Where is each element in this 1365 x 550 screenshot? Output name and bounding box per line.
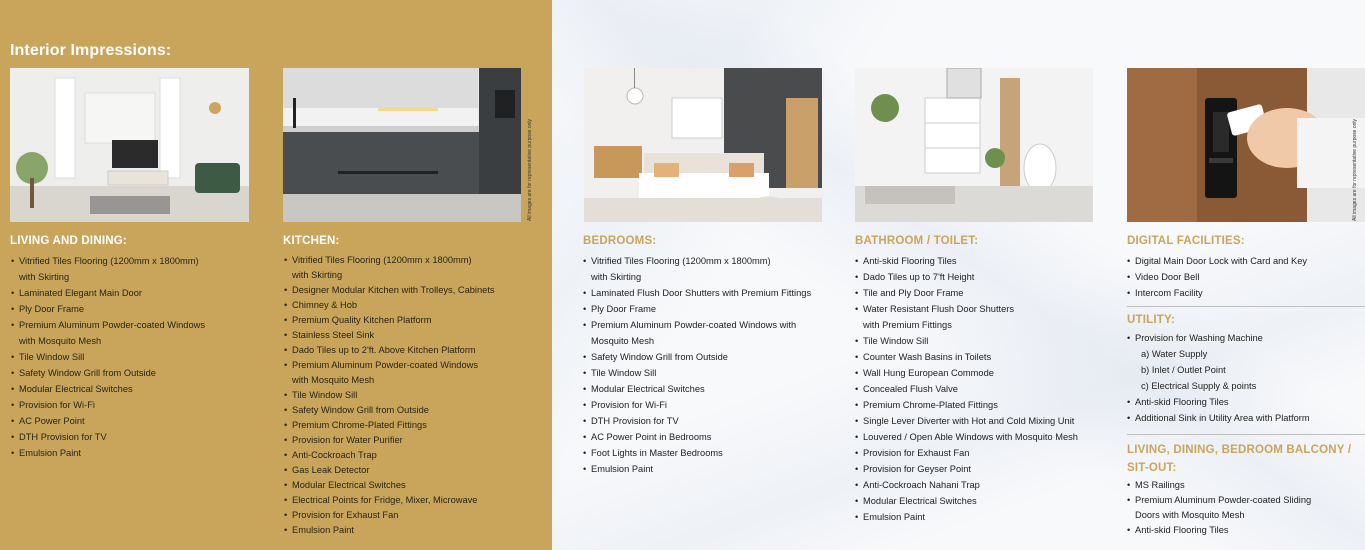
bathroom-list-item (850, 413, 1078, 429)
bedrooms-list-item-text: Emulsion Paint (591, 464, 654, 474)
living-list-item-text: Tile Window Sill (19, 352, 85, 362)
bullet-icon: • (11, 416, 15, 426)
bathroom-list-item-text: Single Lever Diverter with Hot and Cold Mixing Unit (863, 416, 1075, 426)
kitchen-list-item (279, 373, 495, 388)
living-list-item-text: Laminated Elegant Main Door (19, 288, 142, 298)
bedrooms-list-item-text: Mosquito Mesh (591, 336, 655, 346)
divider-digital-utility (1127, 306, 1365, 307)
bathroom-list-item (850, 365, 1078, 381)
living-list-item (6, 317, 205, 333)
bathroom-list-item-text: Anti-Cockroach Nahani Trap (863, 480, 980, 490)
bullet-icon: • (1127, 525, 1131, 535)
bullet-icon: • (11, 384, 15, 394)
living-list-item (6, 381, 205, 397)
bullet-icon: • (1127, 480, 1131, 490)
bullet-icon: • (11, 288, 15, 298)
living-list-item (6, 413, 205, 429)
bullet-icon: • (284, 480, 288, 490)
utility-title: UTILITY: (1127, 314, 1176, 326)
bullet-icon: • (284, 525, 288, 535)
bullet-icon: • (583, 464, 587, 474)
living-list-item-text: Vitrified Tiles Flooring (1200mm x 1800mm) (19, 256, 199, 266)
bedrooms-list-item-text: with Skirting (591, 272, 642, 282)
bedrooms-list-item-text: Safety Window Grill from Outside (591, 352, 728, 362)
bullet-icon: • (855, 304, 859, 314)
balcony-list-item-text: Premium Aluminum Powder-coated Sliding (1135, 495, 1312, 505)
bullet-icon: • (855, 400, 859, 410)
balcony-title-line-1: LIVING, DINING, BEDROOM BALCONY / (1127, 444, 1352, 456)
kitchen-list (279, 253, 495, 538)
digital-list-item (1122, 285, 1307, 301)
kitchen-list-item-text: Vitrified Tiles Flooring (1200mm x 1800mm) (292, 255, 472, 265)
utility-list-item-text: b) Inlet / Outlet Point (1141, 365, 1226, 375)
bathroom-photo (855, 68, 1093, 222)
kitchen-list-item-text: Safety Window Grill from Outside (292, 405, 429, 415)
bullet-icon: • (284, 420, 288, 430)
utility-list-item-text: c) Electrical Supply & points (1141, 381, 1257, 391)
bullet-icon: • (855, 272, 859, 282)
balcony-list-item (1122, 478, 1311, 493)
bathroom-list-item-text: Emulsion Paint (863, 512, 926, 522)
bedrooms-list-item-text: Foot Lights in Master Bedrooms (591, 448, 723, 458)
kitchen-title: KITCHEN: (283, 235, 340, 247)
bathroom-list-item-text: Modular Electrical Switches (863, 496, 977, 506)
page-title: Interior Impressions: (10, 42, 172, 59)
bathroom-title: BATHROOM / TOILET: (855, 235, 979, 247)
kitchen-list-item (279, 313, 495, 328)
bathroom-list-item (850, 349, 1078, 365)
bullet-icon: • (284, 360, 288, 370)
kitchen-list-item-text: Electrical Points for Fridge, Mixer, Microwave (292, 495, 478, 505)
utility-list-item-text: Additional Sink in Utility Area with Platform (1135, 413, 1310, 423)
bathroom-list-item (850, 317, 1078, 333)
living-list-item-text: Ply Door Frame (19, 304, 85, 314)
living-room-photo (10, 68, 249, 222)
bullet-icon: • (583, 432, 587, 442)
living-list-item-text: AC Power Point (19, 416, 85, 426)
bullet-icon: • (583, 320, 587, 330)
living-dining-list (6, 253, 205, 461)
bullet-icon: • (284, 450, 288, 460)
living-list-item (6, 445, 205, 461)
bullet-icon: • (855, 256, 859, 266)
bathroom-list-item (850, 477, 1078, 493)
bullet-icon: • (284, 315, 288, 325)
balcony-list-item (1122, 523, 1311, 538)
bullet-icon: • (583, 384, 587, 394)
kitchen-list-item (279, 523, 495, 538)
bullet-icon: • (11, 432, 15, 442)
bullet-icon: • (583, 368, 587, 378)
kitchen-list-item (279, 283, 495, 298)
living-list-item-text: Provision for Wi-Fi (19, 400, 95, 410)
kitchen-list-item (279, 298, 495, 313)
utility-list-item (1122, 410, 1310, 426)
bathroom-list-item-text: Premium Chrome-Plated Fittings (863, 400, 998, 410)
kitchen-list-item (279, 403, 495, 418)
bullet-icon: • (1127, 495, 1131, 505)
utility-list-item-text: Provision for Washing Machine (1135, 333, 1263, 343)
bedrooms-list-item (578, 381, 811, 397)
utility-list-item-text: a) Water Supply (1141, 349, 1208, 359)
kitchen-photo (283, 68, 521, 222)
bathroom-list-item-text: Provision for Geyser Point (863, 464, 971, 474)
bathroom-list-item-text: with Premium Fittings (863, 320, 952, 330)
kitchen-list-item-text: Premium Chrome-Plated Fittings (292, 420, 427, 430)
bullet-icon: • (1127, 413, 1131, 423)
utility-list-item (1122, 330, 1310, 346)
bullet-icon: • (583, 352, 587, 362)
kitchen-list-item (279, 478, 495, 493)
bathroom-list-item-text: Provision for Exhaust Fan (863, 448, 970, 458)
bedrooms-list-item (578, 333, 811, 349)
bullet-icon: • (1127, 397, 1131, 407)
kitchen-list-item-text: Provision for Exhaust Fan (292, 510, 399, 520)
utility-list-item (1122, 378, 1310, 394)
bullet-icon: • (11, 304, 15, 314)
bullet-icon: • (855, 416, 859, 426)
bullet-icon: • (855, 448, 859, 458)
bullet-icon: • (583, 400, 587, 410)
balcony-list-item-text: Doors with Mosquito Mesh (1135, 510, 1245, 520)
living-list-item-text: Premium Aluminum Powder-coated Windows (19, 320, 206, 330)
bedrooms-list-item (578, 397, 811, 413)
bathroom-list-item (850, 429, 1078, 445)
digital-facilities-list (1122, 253, 1307, 301)
bedrooms-title: BEDROOMS: (583, 235, 657, 247)
bedrooms-list-item-text: Vitrified Tiles Flooring (1200mm x 1800mm) (591, 256, 771, 266)
kitchen-list-item (279, 358, 495, 373)
bullet-icon: • (583, 288, 587, 298)
bedrooms-list-item-text: Premium Aluminum Powder-coated Windows with (591, 320, 797, 330)
bathroom-list-item (850, 301, 1078, 317)
kitchen-list-item (279, 268, 495, 283)
digital-list-item-text: Video Door Bell (1135, 272, 1200, 282)
kitchen-list-item-text: Provision for Water Purifier (292, 435, 403, 445)
bullet-icon: • (284, 465, 288, 475)
balcony-list-item (1122, 508, 1311, 523)
bedrooms-list-item-text: Modular Electrical Switches (591, 384, 705, 394)
digital-list-item (1122, 269, 1307, 285)
kitchen-list-item-text: Emulsion Paint (292, 525, 355, 535)
kitchen-list-item (279, 343, 495, 358)
living-list-item-text: Safety Window Grill from Outside (19, 368, 156, 378)
utility-list-item-text: Anti-skid Flooring Tiles (1135, 397, 1229, 407)
balcony-list-item (1122, 493, 1311, 508)
utility-list-item (1122, 394, 1310, 410)
kitchen-list-item (279, 493, 495, 508)
digital-list-item (1122, 253, 1307, 269)
bathroom-list-item-text: Louvered / Open Able Windows with Mosquito Mesh (863, 432, 1078, 442)
bullet-icon: • (11, 320, 15, 330)
kitchen-list-item (279, 388, 495, 403)
bathroom-list-item (850, 381, 1078, 397)
bathroom-list-item-text: Counter Wash Basins in Toilets (863, 352, 992, 362)
living-list-item (6, 285, 205, 301)
living-list-item (6, 365, 205, 381)
bathroom-list-item (850, 461, 1078, 477)
bathroom-list-item-text: Tile and Ply Door Frame (863, 288, 964, 298)
kitchen-list-item-text: with Mosquito Mesh (292, 375, 375, 385)
bedrooms-list-item (578, 445, 811, 461)
bullet-icon: • (284, 435, 288, 445)
bullet-icon: • (1127, 272, 1131, 282)
bedrooms-list-item-text: Ply Door Frame (591, 304, 657, 314)
kitchen-list-item-text: Gas Leak Detector (292, 465, 370, 475)
bullet-icon: • (583, 256, 587, 266)
kitchen-list-item-text: Stainless Steel Sink (292, 330, 375, 340)
digital-door-lock-photo (1127, 68, 1365, 222)
bullet-icon: • (855, 368, 859, 378)
kitchen-list-item-text: Chimney & Hob (292, 300, 358, 310)
kitchen-list-item-text: Dado Tiles up to 2'ft. Above Kitchen Platform (292, 345, 476, 355)
bullet-icon: • (284, 285, 288, 295)
bullet-icon: • (855, 432, 859, 442)
bathroom-list-item (850, 493, 1078, 509)
bedrooms-list-item-text: AC Power Point in Bedrooms (591, 432, 712, 442)
kitchen-list-item-text: Tile Window Sill (292, 390, 358, 400)
bullet-icon: • (284, 255, 288, 265)
kitchen-list-item-text: Premium Quality Kitchen Platform (292, 315, 432, 325)
bullet-icon: • (855, 496, 859, 506)
bullet-icon: • (855, 480, 859, 490)
bullet-icon: • (855, 464, 859, 474)
bathroom-list-item (850, 333, 1078, 349)
kitchen-list-item (279, 508, 495, 523)
bathroom-list-item-text: Anti-skid Flooring Tiles (863, 256, 957, 266)
bullet-icon: • (855, 384, 859, 394)
bedroom-photo (584, 68, 822, 222)
bedrooms-list-item-text: Laminated Flush Door Shutters with Premium Fittings (591, 288, 812, 298)
bathroom-list-item-text: Dado Tiles up to 7'ft Height (863, 272, 975, 282)
bullet-icon: • (11, 368, 15, 378)
digital-facilities-title: DIGITAL FACILITIES: (1127, 235, 1245, 247)
bullet-icon: • (855, 336, 859, 346)
bedrooms-list (578, 253, 811, 477)
bullet-icon: • (583, 304, 587, 314)
kitchen-list-item (279, 448, 495, 463)
bathroom-list-item-text: Tile Window Sill (863, 336, 929, 346)
bullet-icon: • (284, 405, 288, 415)
bullet-icon: • (583, 448, 587, 458)
utility-list (1122, 330, 1310, 426)
kitchen-list-item-text: Premium Aluminum Powder-coated Windows (292, 360, 479, 370)
bullet-icon: • (284, 495, 288, 505)
bathroom-list-item (850, 269, 1078, 285)
bathroom-list-item (850, 509, 1078, 525)
bullet-icon: • (11, 256, 15, 266)
kitchen-list-item-text: with Skirting (292, 270, 343, 280)
bedrooms-list-item (578, 365, 811, 381)
bedrooms-list-item (578, 253, 811, 269)
balcony-list-item-text: Anti-skid Flooring Tiles (1135, 525, 1229, 535)
bathroom-list-item (850, 253, 1078, 269)
living-list-item-text: DTH Provision for TV (19, 432, 107, 442)
bedrooms-list-item (578, 429, 811, 445)
bullet-icon: • (284, 330, 288, 340)
living-list-item (6, 429, 205, 445)
bullet-icon: • (284, 390, 288, 400)
kitchen-list-item-text: Designer Modular Kitchen with Trolleys, Cabinets (292, 285, 495, 295)
balcony-title-line-2: SIT-OUT: (1127, 462, 1177, 474)
bullet-icon: • (855, 512, 859, 522)
kitchen-list-item (279, 418, 495, 433)
bathroom-list-item (850, 397, 1078, 413)
bathroom-list-item (850, 445, 1078, 461)
bathroom-list (850, 253, 1078, 525)
living-list-item (6, 253, 205, 269)
bedrooms-list-item (578, 413, 811, 429)
digital-list-item-text: Digital Main Door Lock with Card and Key (1135, 256, 1308, 266)
bedrooms-list-item (578, 349, 811, 365)
kitchen-list-item (279, 463, 495, 478)
living-list-item (6, 397, 205, 413)
living-list-item (6, 269, 205, 285)
bullet-icon: • (1127, 333, 1131, 343)
bathroom-list-item-text: Water Resistant Flush Door Shutters (863, 304, 1015, 314)
living-list-item-text: with Mosquito Mesh (19, 336, 102, 346)
living-list-item (6, 349, 205, 365)
living-dining-title: LIVING AND DINING: (10, 235, 127, 247)
bedrooms-list-item-text: DTH Provision for TV (591, 416, 679, 426)
balcony-list (1122, 478, 1311, 538)
bullet-icon: • (1127, 288, 1131, 298)
kitchen-list-item (279, 433, 495, 448)
living-list-item-text: Modular Electrical Switches (19, 384, 133, 394)
bedrooms-list-item (578, 301, 811, 317)
bedrooms-list-item (578, 317, 811, 333)
bullet-icon: • (284, 510, 288, 520)
living-list-item (6, 333, 205, 349)
bedrooms-list-item-text: Provision for Wi-Fi (591, 400, 667, 410)
bullet-icon: • (583, 416, 587, 426)
bullet-icon: • (855, 288, 859, 298)
kitchen-list-item (279, 328, 495, 343)
disclaimer-text-left: All images are for representative purpose only (527, 119, 533, 221)
digital-list-item-text: Intercom Facility (1135, 288, 1203, 298)
bullet-icon: • (284, 345, 288, 355)
bullet-icon: • (284, 300, 288, 310)
bedrooms-list-item (578, 285, 811, 301)
bedrooms-list-item-text: Tile Window Sill (591, 368, 657, 378)
bathroom-list-item-text: Wall Hung European Commode (863, 368, 994, 378)
bullet-icon: • (855, 352, 859, 362)
bullet-icon: • (1127, 256, 1131, 266)
utility-list-item (1122, 346, 1310, 362)
bullet-icon: • (11, 448, 15, 458)
kitchen-list-item (279, 253, 495, 268)
bathroom-list-item-text: Concealed Flush Valve (863, 384, 958, 394)
kitchen-list-item-text: Modular Electrical Switches (292, 480, 406, 490)
bullet-icon: • (11, 352, 15, 362)
bullet-icon: • (11, 400, 15, 410)
utility-list-item (1122, 362, 1310, 378)
kitchen-list-item-text: Anti-Cockroach Trap (292, 450, 377, 460)
bedrooms-list-item (578, 461, 811, 477)
bedrooms-list-item (578, 269, 811, 285)
living-list-item (6, 301, 205, 317)
divider-utility-balcony (1127, 434, 1365, 435)
disclaimer-text-right: All images are for representative purpose only (1352, 119, 1358, 221)
balcony-list-item-text: MS Railings (1135, 480, 1185, 490)
bathroom-list-item (850, 285, 1078, 301)
living-list-item-text: Emulsion Paint (19, 448, 82, 458)
living-list-item-text: with Skirting (19, 272, 70, 282)
